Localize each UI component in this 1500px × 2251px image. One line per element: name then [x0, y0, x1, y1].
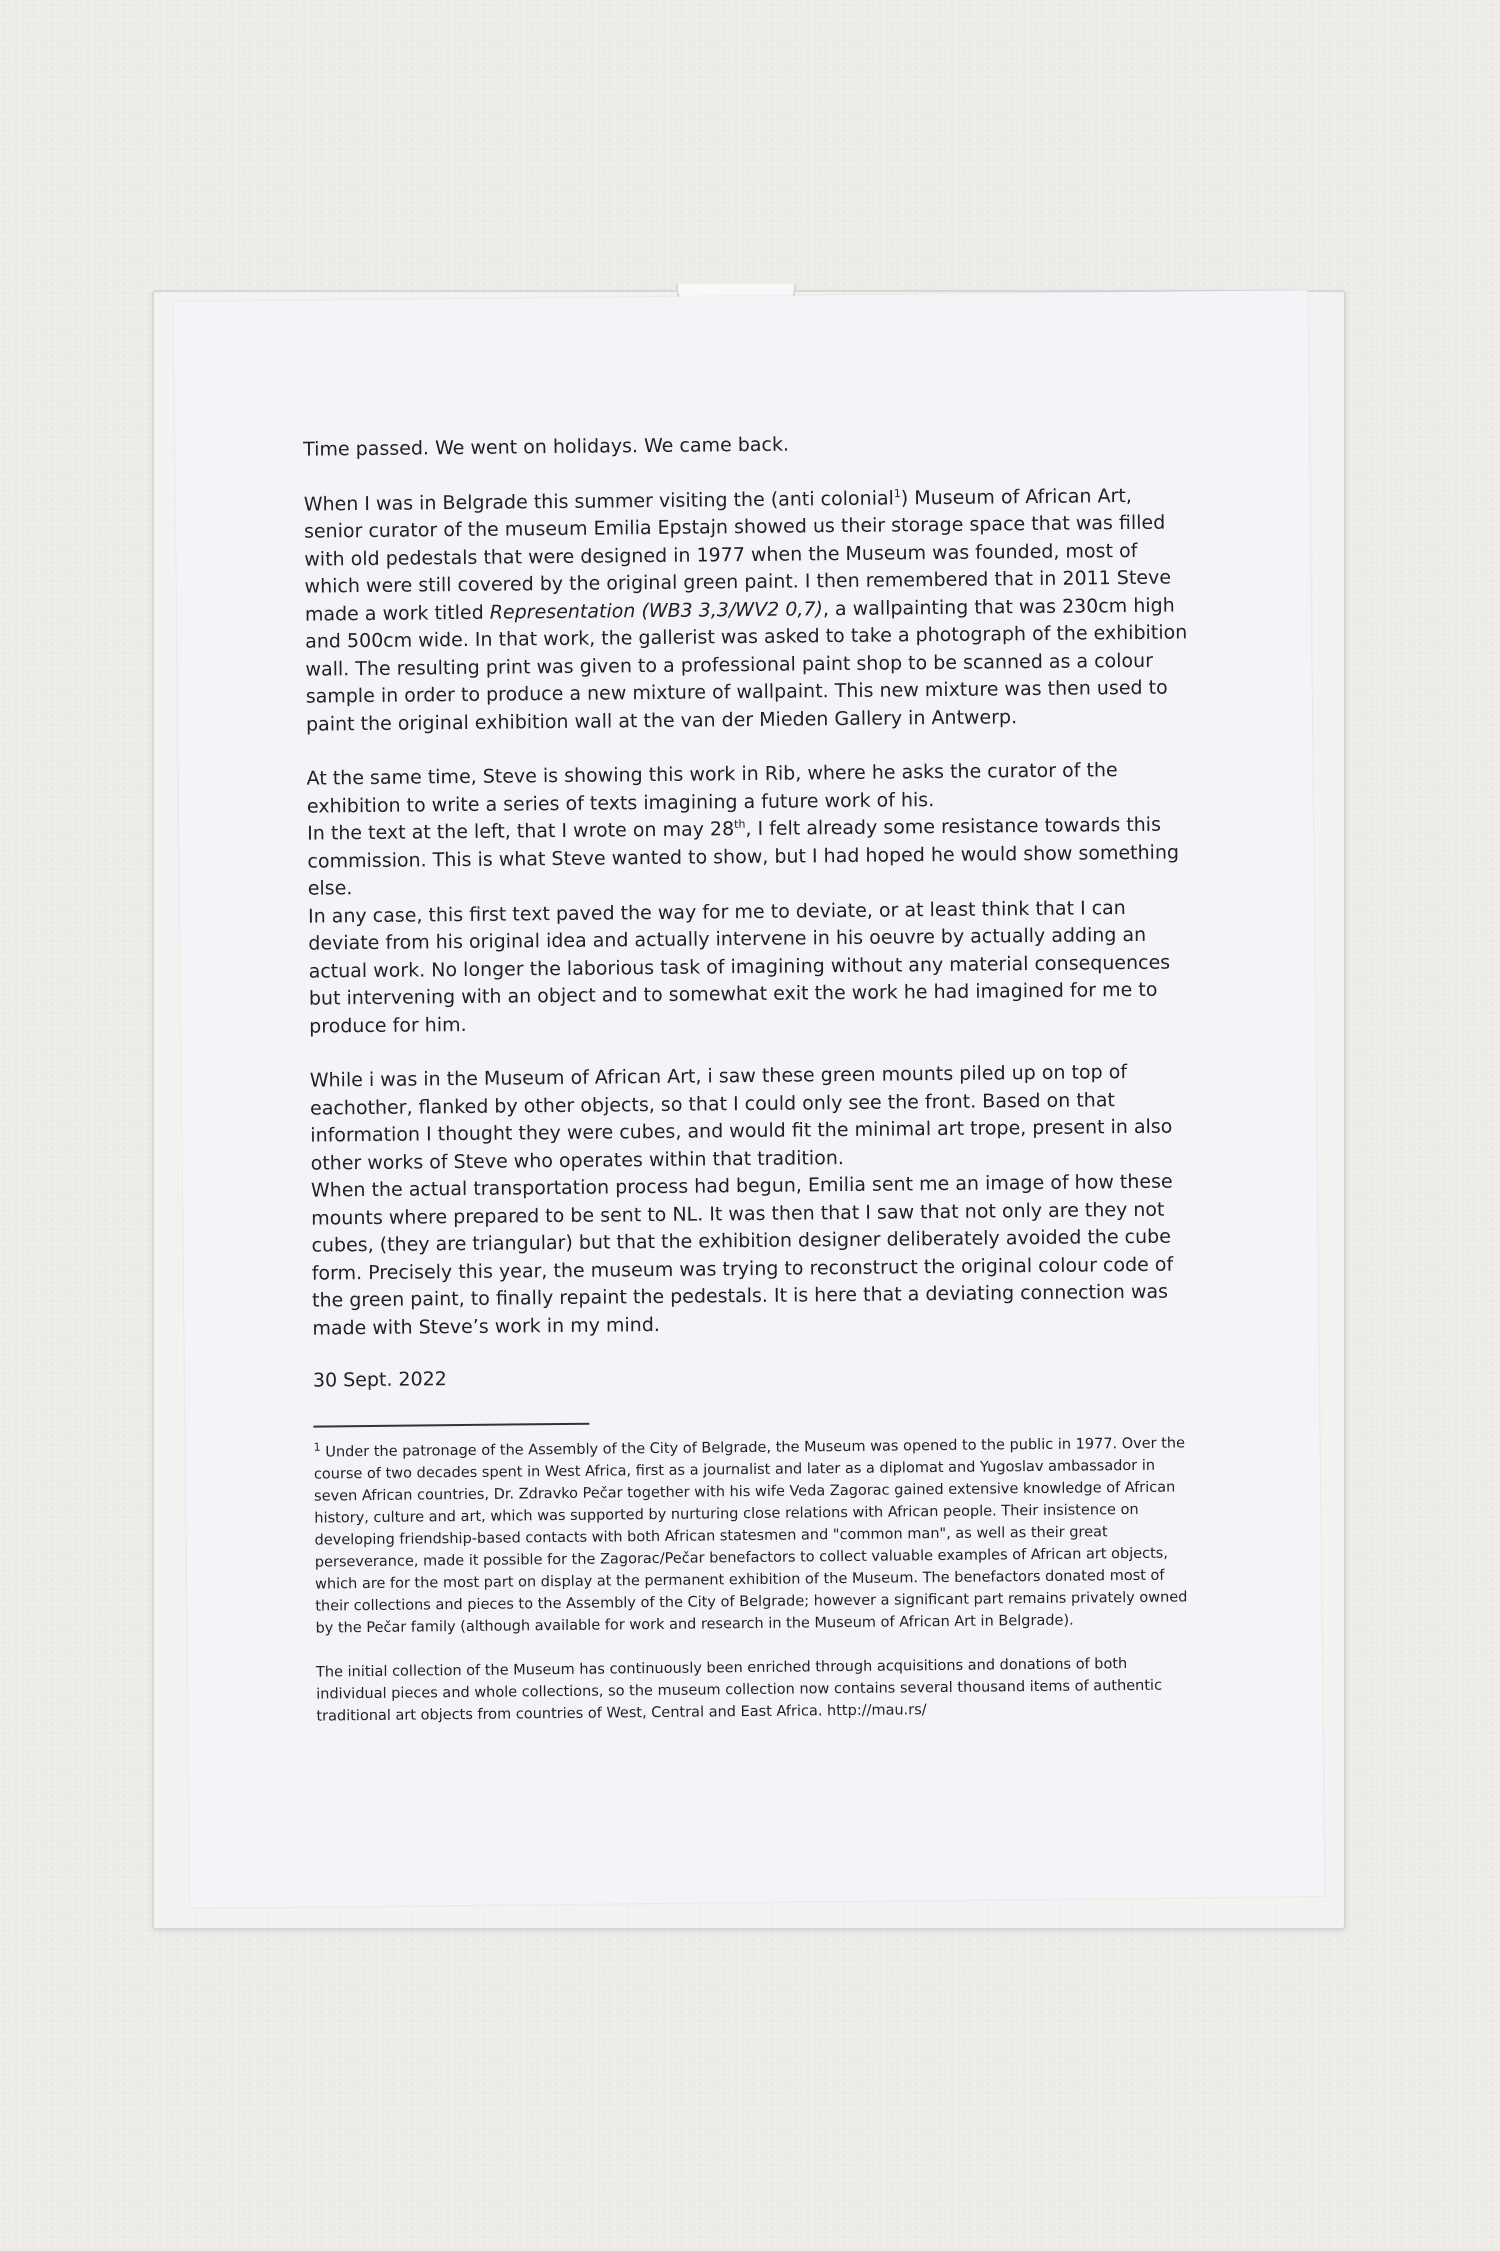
footnote-divider [313, 1423, 589, 1428]
paragraph-time-passed: Time passed. We went on holidays. We came back. [303, 433, 790, 461]
paragraph-transportation: When the actual transportation process had begun, Emilia sent me an image of how these mounts where prepared to be sent to NL. It was then that I saw that not only are they not cubes, (they are triangular) but that the exhibition designer deliberately avoided the cube form. Precisely this year, the museum was trying to reconstruct the original colour code of the green paint, to finally repaint the pedestals. It is here that a deviating connection was made with Steve’s work in my mind. [310, 1170, 1174, 1340]
artwork-title: Representation (WB3 3,3/WV2 0,7) [489, 597, 824, 624]
footnote-marker: 1 [313, 1440, 321, 1454]
footnote-reference: 1 [893, 486, 901, 500]
footnote-1: $^1$ Under the patronage of the Assembly of the City of Belgrade, the Museum was opened to the public in 1977. Over the course of two decades spent in West Africa, first as a journalist and later as a diplomat and Yugoslav ambassador in seven African countries, Dr. Zdravko Pečar together with his wife Veda Zagorac gained extensive knowledge of African history, culture and art, which was supported by nurturing close relations with African people. Their insistence on developing friendship-based contacts with both African statesmen and "common man", as well as their great perseverance, made it possible for the Zagorac/Pečar benefactors to collect valuable examples of African art objects, which are for the most part on display at the permanent exhibition of the Museum. The benefactors donated most of their collections and pieces to the Assembly of the City of Belgrade; however a significant part remains privately owned by the Pečar family (although available for work and research in the Museum of African Art in Belgrade). [313, 1435, 1188, 1637]
paragraph-deviate: In any case, this first text paved the way for me to deviate, or at least think that I can deviate from his original idea and actually intervene in his oeuvre by actually adding an actual work. No longer the laborious task of imagining without any material consequences but intervening with an object and to somewhat exit the work he had imagined for me to produce for him. [307, 896, 1171, 1038]
footnote-collection: The initial collection of the Museum has continuously been enriched through acquisitions and donations of both individual pieces and whole collections, so the museum collection now contains several thousand items of authentic traditional art objects from countries of West, Central and East Africa. http://mau.rs/ [315, 1656, 1163, 1725]
paragraph-green-mounts: While i was in the Museum of African Art, i saw these green mounts piled up on top of eachother, flanked by other objects, so that I could only see the front. Based on that information I thought they were cubes, and would fit the minimal art trope, present in also other works of Steve who operates within that tradition. [309, 1061, 1173, 1175]
printed-text-sheet [174, 290, 1325, 1908]
paragraph-belgrade-visit: When I was in Belgrade this summer visiting the (anti colonial$^1$) Museum of African Art, senior curator of the museum Emilia Epstajn showed us their storage space that was filled with old pedestals that were designed in 1977 when the Museum was founded, most of which were still covered by the original green paint. I then remembered that in 2011 Steve made a work titled Representation (WB3 3,3/WV2 0,7), a wallpainting that was 230cm high and 500cm wide. In that work, the gallerist was asked to take a photograph of the exhibition wall. The resulting print was given to a professional paint shop to be scanned as a colour sample in order to produce a new mixture of wallpaint. This new mixture was then used to paint the original exhibition wall at the van der Mieden Gallery in Antwerp. [303, 484, 1188, 736]
paragraph-resistance: In the text at the left, that I wrote on may 28th, I felt already some resistance towards this commission. This is what Steve wanted to show, but I had hoped he would show something else. [307, 813, 1180, 900]
document-date: 30 Sept. 2022 [312, 1368, 447, 1392]
paragraph-rib-exhibition: At the same time, Steve is showing this work in Rib, where he asks the curator of the exhibition to write a series of texts imagining a future work of his. [306, 759, 1118, 818]
